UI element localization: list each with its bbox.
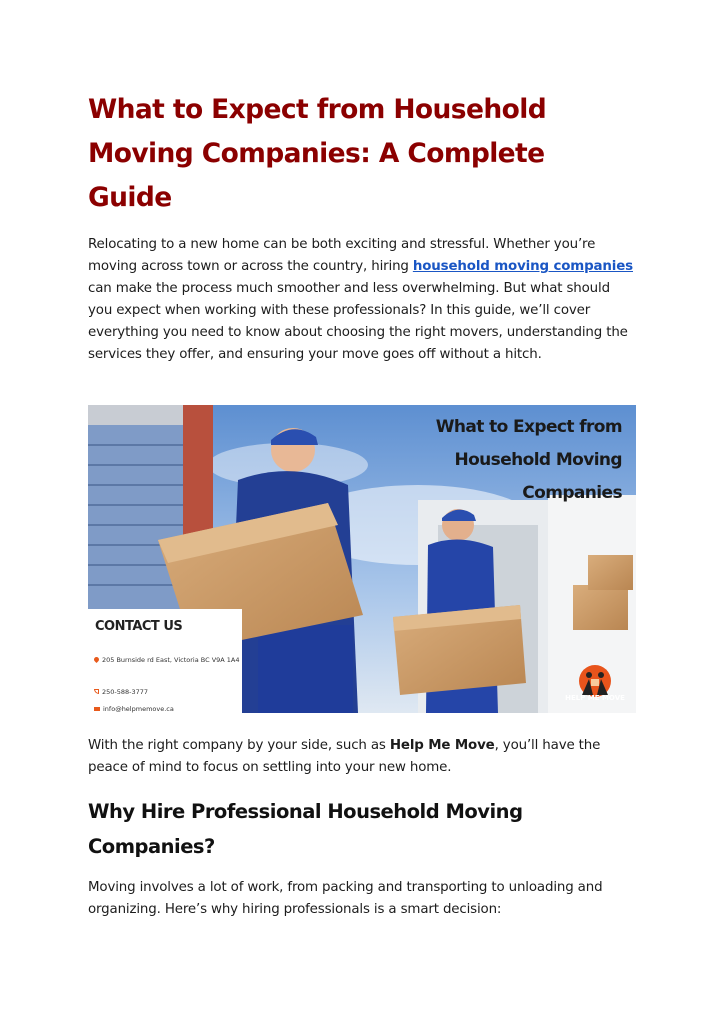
contact-title: CONTACT US [95,619,183,634]
email-text: info@helpmemove.ca [103,705,174,713]
intro-paragraph [88,234,636,366]
location-pin-icon [93,656,100,663]
section-heading: Why Hire Professional Household Moving Companies? [88,800,523,858]
hero-image [88,405,636,713]
paragraph-why-hire: Moving involves a lot of work, from packing and transporting to unloading and organizing. Here’s why hiring professionals is a smart decision: [88,880,603,917]
help-me-move-logo [560,663,630,707]
hero-title [436,411,622,510]
mail-icon [94,707,100,711]
intro-text-after: can make the process much smoother and less overwhelming. But what should you expect when working with these professionals? In this guide, we’ll cover everything you need to know about choosing the right movers, understanding the services they offer, and ensuring your move goes off without a hitch. [88,281,628,362]
hero-title-line: What to Expect from [435,417,622,437]
paragraph2-before: With the right company by your side, such as [88,738,390,753]
household-moving-companies-link[interactable]: household moving companies [412,259,633,274]
contact-phone [94,687,240,698]
paragraph-help-me-move [88,735,636,779]
contact-address [94,655,240,666]
page-title: What to Expect from Household Moving Companies: A Complete Guide [88,94,547,213]
phone-icon [94,689,99,694]
intro-text-before: Relocating to a new home can be both exciting and stressful. Whether you’re moving across town or across the country, hiring [88,237,596,274]
paragraph2-after: , you’ll have the peace of mind to focus on settling into your new home. [88,738,601,775]
hero-title-line: Household Moving [454,450,622,470]
hero-title-line: Companies [522,483,622,503]
address-text: 205 Burnside rd East, Victoria BC V9A 1A4 [102,656,240,664]
contact-email [94,704,240,713]
company-name: Help Me Move [389,738,495,753]
logo-text: HELP ME MOVE [565,694,625,702]
contact-card [88,609,242,713]
phone-text: 250-588-3777 [102,688,149,696]
